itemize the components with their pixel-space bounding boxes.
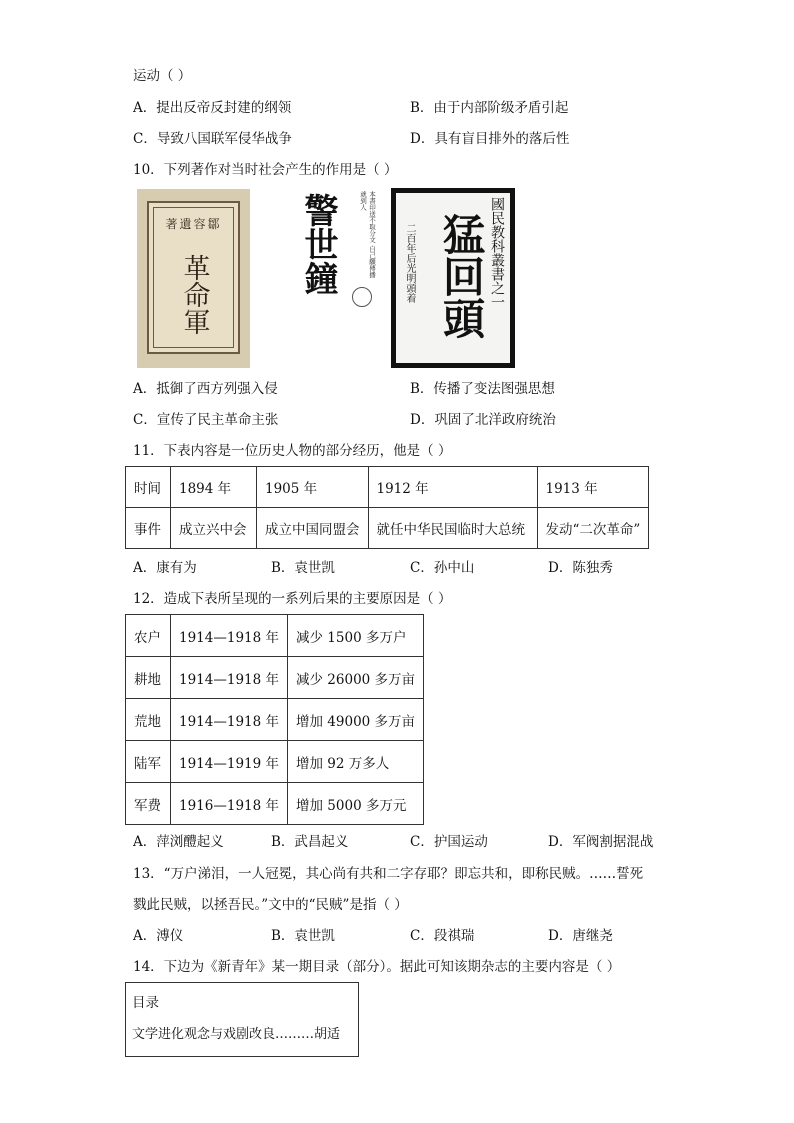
table-cell: 1914—1918 年	[171, 657, 288, 699]
jingshi-zhong-side-1: 本書印送不取分文	[368, 191, 376, 243]
table-cell: 时间	[126, 467, 171, 508]
table-cell: 耕地	[126, 657, 171, 699]
table-cell: 1914—1919 年	[171, 741, 288, 783]
q10-option-b: B．传播了变法图强思想	[410, 381, 555, 397]
table-cell: 增加 5000 多万元	[288, 783, 424, 825]
table-cell: 1913 年	[537, 467, 649, 508]
jingshi-zhong-image	[262, 189, 380, 339]
table-cell: 1916—1918 年	[171, 783, 288, 825]
q11-table	[125, 466, 649, 549]
q9-option-b: B．由于内部阶级矛盾引起	[410, 100, 569, 116]
table-cell: 发动“二次革命”	[537, 508, 649, 549]
table-cell: 1894 年	[171, 467, 257, 508]
table-cell: 农户	[126, 615, 171, 657]
meng-huitou-title: 猛回頭	[437, 213, 486, 339]
meng-huitou-side: 二百年后光明頭着	[404, 223, 415, 303]
table-cell: 荒地	[126, 699, 171, 741]
contents-title: 目录	[132, 995, 159, 1011]
table-cell: 事件	[126, 508, 171, 549]
q12-table	[125, 614, 424, 825]
q13-option-a: A．溥仪	[133, 928, 184, 944]
table-cell: 成立中国同盟会	[257, 508, 369, 549]
q9-option-d: D．具有盲目排外的落后性	[410, 131, 570, 147]
geming-jun-cover-image	[137, 189, 250, 368]
q13-option-d: D．唐继尧	[548, 928, 613, 944]
q12-option-d: D．军阀割据混战	[548, 834, 654, 850]
q12-option-b: B．武昌起义	[271, 834, 349, 850]
table-cell: 1912 年	[368, 467, 537, 508]
q9-option-c: C．导致八国联军侵华战争	[133, 131, 292, 147]
table-cell: 成立兴中会	[171, 508, 257, 549]
q10-option-c: C．宣传了民主革命主张	[133, 412, 279, 428]
q13-stem-line2: 戮此民贼，以拯吾民。”文中的“民贼”是指（ ）	[133, 897, 408, 913]
q13-option-c: C．段祺瑞	[410, 928, 475, 944]
table-cell: 就任中华民国临时大总统	[368, 508, 537, 549]
q12-option-a: A．萍浏醴起义	[133, 834, 224, 850]
q13-stem-line1: 13．“万户涕泪，一人冠冕，其心尚有共和二字存耶？即忘共和，即称民贼。……誓死	[133, 866, 644, 882]
table-cell: 1905 年	[257, 467, 369, 508]
contents-entry: 文学进化观念与戏剧改良………胡适	[132, 1027, 341, 1042]
q14-stem: 14．下边为《新青年》某一期目录（部分）。据此可知该期杂志的主要内容是（ ）	[133, 959, 621, 975]
q11-option-a: A．康有为	[133, 560, 197, 576]
jingshi-zhong-side-2: 自己願傳播就到人	[359, 191, 376, 278]
cover-title-text: 革命軍	[178, 253, 210, 335]
seal-stamp-icon	[352, 287, 372, 307]
meng-huitou-series: 國民教科叢書之一	[489, 197, 505, 309]
q11-option-d: D．陈独秀	[548, 560, 613, 576]
q11-option-b: B．袁世凯	[271, 560, 335, 576]
q11-stem: 11．下表内容是一位历史人物的部分经历，他是（ ）	[133, 443, 452, 459]
q10-option-d: D．巩固了北洋政府统治	[410, 412, 556, 428]
q9-stem-cont: 运动（ ）	[133, 68, 192, 84]
q12-stem: 12．造成下表所呈现的一系列后果的主要原因是（ ）	[133, 591, 452, 607]
table-cell: 1914—1918 年	[171, 699, 288, 741]
table-cell: 陆军	[126, 741, 171, 783]
cover-author-text: 著遺容鄒	[165, 217, 222, 231]
table-cell: 增加 49000 多万亩	[288, 699, 424, 741]
table-cell: 1914—1918 年	[171, 615, 288, 657]
meng-huitou-cover-image	[391, 188, 515, 368]
table-cell: 军费	[126, 783, 171, 825]
q9-option-a: A．提出反帝反封建的纲领	[133, 100, 292, 116]
table-cell: 增加 92 万多人	[288, 741, 424, 783]
q12-option-c: C．护国运动	[410, 834, 488, 850]
q11-option-c: C．孙中山	[410, 560, 475, 576]
table-cell: 减少 26000 多万亩	[288, 657, 424, 699]
jingshi-zhong-title: 警世鐘	[298, 193, 338, 295]
table-cell: 减少 1500 多万户	[288, 615, 424, 657]
q10-stem: 10．下列著作对当时社会产生的作用是（ ）	[133, 162, 398, 178]
q10-option-a: A．抵御了西方列强入侵	[133, 381, 278, 397]
q13-option-b: B．袁世凯	[271, 928, 335, 944]
q14-contents-box	[125, 982, 359, 1057]
